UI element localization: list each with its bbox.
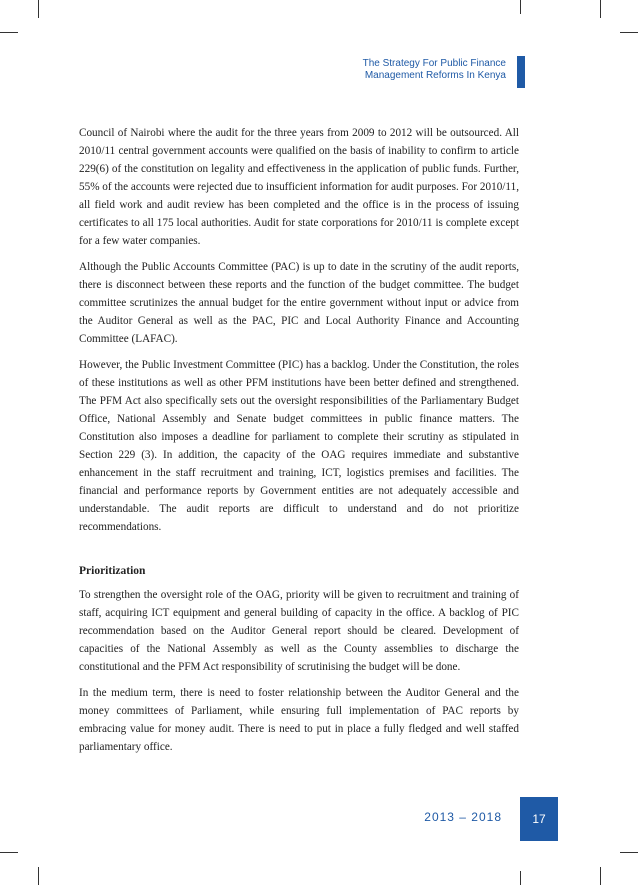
crop-mark <box>0 852 18 853</box>
crop-mark <box>600 0 601 18</box>
section-heading: Prioritization <box>79 565 146 577</box>
header-accent-bar <box>517 56 525 88</box>
running-header-line2: Management Reforms In Kenya <box>364 70 506 81</box>
crop-mark <box>620 852 638 853</box>
crop-mark <box>520 871 521 885</box>
crop-mark <box>600 867 601 885</box>
page-number: 17 <box>520 797 558 841</box>
running-header-line1: The Strategy For Public Finance <box>362 58 506 69</box>
paragraph: However, the Public Investment Committee (PIC) has a backlog. Under the Constitution, the roles of these institutions as well as other PFM institutions have been better defined and strengthened. The PFM Act also specifically sets out the oversight responsibilities of the Parliamentary Budget Office, National Assembly and Senate budget committees in public finance matters. The Constitution also imposes a deadline for parliament to complete their scrutiny as stipulated in Section 229 (3). In addition, the capacity of the OAG requires immediate and substantive enhancement in the staff recruitment and training, ICT, logistics premises and facilities. The financial and performance reports by Government entities are not adequately accessible and understandable. The audit reports are difficult to understand and do not prioritize recommendations. <box>79 359 519 533</box>
footer-year-range: 2013 – 2018 <box>424 810 502 824</box>
paragraph: Although the Public Accounts Committee (PAC) is up to date in the scrutiny of the audit reports, there is disconnect between these reports and the function of the budget committee. The budget committee scrutinizes the annual budget for the entire government without input or advice from the Auditor General as well as the PAC, PIC and Local Authority Finance and Accounting Committee (LAFAC). <box>79 261 519 345</box>
body-text <box>79 124 519 764</box>
paragraph: To strengthen the oversight role of the OAG, priority will be given to recruitment and training of staff, acquiring ICT equipment and general building of capacity in the office. A backlog of PIC recommendation based on the Auditor General report should be cleared. Development of capacities of the National Assembly as well as the County assemblies to discharge the constitutional and the PFM Act responsibility of scrutinising the budget will be done. <box>79 589 519 673</box>
paragraph: Council of Nairobi where the audit for the three years from 2009 to 2012 will be outsourced. All 2010/11 central government accounts were qualified on the basis of inability to confirm to article 229(6) of the constitution on legality and effectiveness in the application of public funds. Further, 55% of the accounts were rejected due to insufficient information for audit purposes. For 2010/11, all field work and audit review has been completed and the office is in the process of issuing certificates to all 175 local authorities. Audit for state corporations for 2010/11 is complete except for a few water companies. <box>79 127 519 247</box>
crop-mark <box>38 0 39 18</box>
crop-mark <box>620 32 638 33</box>
paragraph: In the medium term, there is need to foster relationship between the Auditor General and the money committees of Parliament, while ensuring full implementation of PAC reports by embracing value for money audit. There is need to put in place a fully fledged and well staffed parliamentary office. <box>79 687 519 753</box>
crop-mark <box>38 867 39 885</box>
crop-mark <box>520 0 521 14</box>
running-header <box>266 58 506 82</box>
crop-mark <box>0 32 18 33</box>
